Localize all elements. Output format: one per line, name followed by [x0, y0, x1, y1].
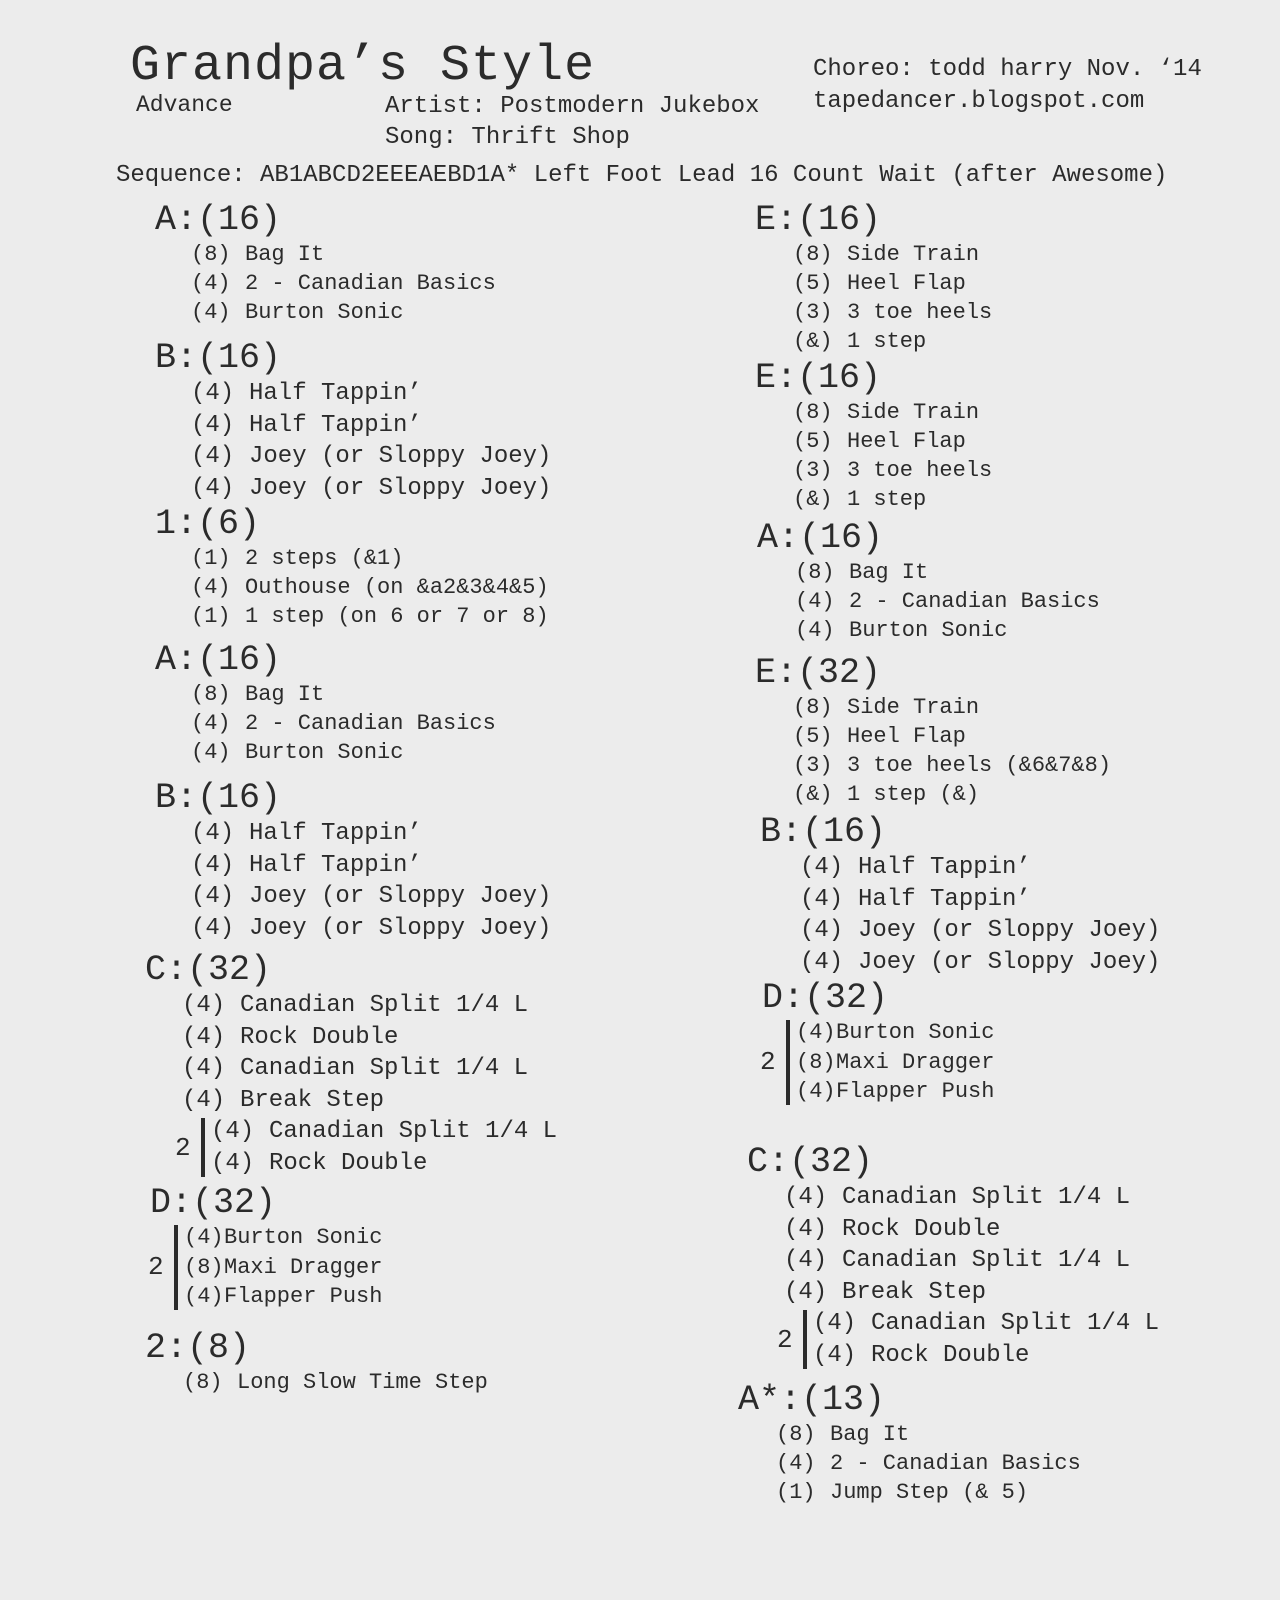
step-row	[191, 378, 551, 410]
step-row	[793, 298, 992, 327]
step-row	[184, 1282, 382, 1312]
step-row	[191, 913, 551, 945]
step-count: (4)	[182, 1023, 226, 1051]
section-label: D:(32)	[150, 1183, 277, 1223]
section-label: C:(32)	[145, 950, 272, 990]
step-row	[191, 738, 496, 767]
step-row	[182, 990, 557, 1022]
step-name: Half Tappin’	[249, 851, 422, 879]
repeat-group	[175, 1116, 557, 1179]
step-row	[191, 240, 496, 269]
document-title: Grandpa’s Style	[130, 38, 596, 95]
step-count: (4)	[182, 992, 226, 1019]
step-name: Bag It	[245, 242, 325, 267]
repeat-count: 2	[148, 1252, 164, 1283]
step-count: (4)	[191, 914, 235, 942]
repeat-count: 2	[777, 1324, 793, 1355]
step-section	[155, 778, 551, 944]
section-steps	[191, 378, 551, 504]
step-section	[738, 1380, 1081, 1507]
artist-line: Artist: Postmodern Jukebox	[385, 93, 760, 120]
step-name: Half Tappin’	[249, 380, 422, 407]
step-name: Rock Double	[842, 1215, 1001, 1243]
step-row	[191, 473, 551, 505]
step-name: Side Train	[847, 695, 980, 720]
step-row	[191, 709, 496, 738]
step-count: (4)	[184, 1225, 224, 1250]
step-name: Canadian Split 1/4 L	[871, 1310, 1160, 1337]
step-row	[793, 456, 992, 485]
step-row	[793, 693, 1111, 722]
section-label: A:(16)	[155, 640, 282, 680]
choreographer-line: Choreo: todd harry Nov. ‘14	[813, 56, 1202, 83]
step-row	[784, 1214, 1159, 1246]
step-name: Joey (or Sloppy Joey)	[249, 443, 552, 470]
step-name: Canadian Split 1/4 L	[240, 992, 529, 1019]
section-label: C:(32)	[747, 1142, 874, 1182]
step-row	[793, 427, 992, 456]
step-count: (1)	[776, 1480, 816, 1505]
step-name: 2 - Canadian Basics	[245, 711, 496, 736]
section-steps	[191, 544, 549, 631]
step-name: Joey (or Sloppy Joey)	[249, 914, 552, 942]
section-steps	[776, 1420, 1081, 1507]
step-name: Joey (or Sloppy Joey)	[858, 917, 1161, 944]
step-name: Burton Sonic	[245, 740, 404, 765]
step-name: Jump Step (& 5)	[830, 1480, 1029, 1505]
step-row	[191, 298, 496, 327]
step-name: Break Step	[240, 1086, 385, 1114]
step-name: 1 step (&)	[847, 782, 980, 807]
step-count: (4)	[191, 474, 235, 502]
step-count: (4)	[795, 589, 835, 614]
step-row	[795, 558, 1100, 587]
repeat-count: 2	[760, 1047, 776, 1078]
step-row	[795, 587, 1100, 616]
section-steps	[793, 240, 992, 356]
step-row	[182, 1085, 557, 1117]
section-steps	[777, 1182, 1160, 1371]
step-name: 1 step	[847, 487, 927, 512]
sequence-line: Sequence: AB1ABCD2EEEAEBD1A* Left Foot Lead 16 Count Wait (after Awesome)	[116, 162, 1168, 189]
step-count: (4)	[211, 1118, 255, 1145]
step-count: (4)	[795, 618, 835, 643]
step-name: Heel Flap	[847, 271, 966, 296]
step-count: (3)	[793, 458, 833, 483]
step-name: Burton Sonic	[849, 618, 1008, 643]
section-label: B:(16)	[155, 778, 282, 818]
step-row	[796, 1048, 994, 1078]
step-row	[191, 680, 496, 709]
step-row	[793, 398, 992, 427]
repeat-steps	[184, 1223, 382, 1312]
step-section	[145, 950, 557, 1179]
step-name: Burton Sonic	[245, 300, 404, 325]
section-steps	[191, 240, 496, 327]
step-count: (4)	[191, 443, 235, 470]
section-steps	[175, 990, 558, 1179]
step-count: (4)	[191, 271, 231, 296]
step-row	[793, 327, 992, 356]
step-row	[776, 1478, 1081, 1507]
repeat-steps	[796, 1018, 994, 1107]
step-name: Joey (or Sloppy Joey)	[249, 883, 552, 910]
section-label: 1:(6)	[155, 504, 261, 544]
step-row	[796, 1018, 994, 1048]
step-row	[776, 1420, 1081, 1449]
step-count: (4)	[191, 740, 231, 765]
step-row	[191, 573, 549, 602]
step-name: Side Train	[847, 400, 980, 425]
step-count: (4)	[191, 380, 235, 407]
step-name: Rock Double	[240, 1023, 399, 1051]
step-section	[760, 812, 1160, 978]
step-count: (&)	[793, 782, 833, 807]
section-steps	[762, 1018, 994, 1107]
step-row	[793, 485, 992, 514]
step-count: (4)	[776, 1451, 816, 1476]
step-name: Half Tappin’	[858, 885, 1031, 913]
step-name: Maxi Dragger	[224, 1254, 383, 1280]
section-label: E:(16)	[755, 358, 882, 398]
step-name: Rock Double	[269, 1149, 428, 1177]
step-row	[800, 852, 1160, 884]
step-count: (1)	[191, 546, 231, 571]
step-row	[191, 602, 549, 631]
step-row	[800, 915, 1160, 947]
step-count: (4)	[796, 1020, 836, 1045]
step-section	[747, 1142, 1159, 1371]
step-count: (4)	[191, 820, 235, 847]
repeat-group	[777, 1308, 1159, 1371]
step-row	[800, 884, 1160, 916]
step-row	[191, 881, 551, 913]
step-count: (4)	[182, 1086, 226, 1114]
step-name: 2 steps (&1)	[245, 546, 404, 571]
repeat-bracket	[803, 1310, 807, 1369]
step-name: Canadian Split 1/4 L	[842, 1247, 1131, 1274]
section-steps	[191, 680, 496, 767]
step-row	[183, 1368, 488, 1398]
repeat-group	[760, 1018, 994, 1107]
repeat-bracket	[786, 1020, 790, 1105]
step-name: Canadian Split 1/4 L	[842, 1184, 1131, 1211]
step-row	[191, 850, 551, 882]
step-section	[155, 338, 551, 504]
section-label: D:(32)	[762, 978, 889, 1018]
step-row	[191, 544, 549, 573]
step-count: (8)	[191, 682, 231, 707]
section-steps	[800, 852, 1160, 978]
step-name: Flapper Push	[224, 1284, 383, 1309]
step-row	[191, 818, 551, 850]
step-row	[784, 1245, 1159, 1277]
step-row	[813, 1308, 1159, 1340]
step-section	[150, 1183, 382, 1312]
step-row	[813, 1340, 1159, 1372]
step-name: 2 - Canadian Basics	[849, 589, 1100, 614]
step-name: Break Step	[842, 1278, 987, 1306]
step-name: 3 toe heels (&6&7&8)	[847, 753, 1112, 778]
step-row	[793, 780, 1111, 809]
step-row	[191, 441, 551, 473]
step-name: Bag It	[245, 682, 325, 707]
step-count: (&)	[793, 329, 833, 354]
section-steps	[795, 558, 1100, 645]
step-count: (8)	[796, 1049, 836, 1075]
step-name: 2 - Canadian Basics	[830, 1451, 1081, 1476]
step-count: (8)	[776, 1422, 816, 1447]
section-steps	[191, 818, 551, 944]
step-row	[793, 269, 992, 298]
section-label: A:(16)	[757, 518, 884, 558]
step-count: (&)	[793, 487, 833, 512]
step-count: (4)	[191, 711, 231, 736]
step-count: (8)	[793, 695, 833, 720]
step-section	[155, 200, 496, 327]
level-label: Advance	[136, 92, 233, 118]
step-count: (4)	[191, 575, 231, 600]
step-name: Bag It	[849, 560, 929, 585]
step-name: Rock Double	[871, 1341, 1030, 1369]
step-row	[793, 722, 1111, 751]
step-row	[784, 1182, 1159, 1214]
step-count: (4)	[800, 854, 844, 881]
step-name: Heel Flap	[847, 724, 966, 749]
step-section	[757, 518, 1100, 645]
step-count: (4)	[211, 1149, 255, 1177]
step-row	[795, 616, 1100, 645]
step-row	[184, 1223, 382, 1253]
step-name: 1 step (on 6 or 7 or 8)	[245, 604, 549, 629]
section-label: B:(16)	[155, 338, 282, 378]
step-count: (4)	[784, 1278, 828, 1306]
step-name: Flapper Push	[836, 1079, 995, 1104]
step-count: (5)	[793, 724, 833, 749]
step-count: (4)	[191, 411, 235, 439]
step-row	[184, 1253, 382, 1283]
step-count: (3)	[793, 300, 833, 325]
step-count: (8)	[191, 242, 231, 267]
step-count: (5)	[793, 429, 833, 454]
section-steps	[183, 1368, 488, 1398]
repeat-bracket	[174, 1225, 178, 1310]
step-name: 3 toe heels	[847, 458, 993, 483]
step-count: (8)	[793, 400, 833, 425]
step-name: Half Tappin’	[858, 854, 1031, 881]
step-section	[155, 504, 549, 631]
step-count: (4)	[784, 1247, 828, 1274]
repeat-count: 2	[175, 1132, 191, 1163]
step-row	[191, 269, 496, 298]
step-name: Long Slow Time Step	[237, 1370, 488, 1395]
step-name: Maxi Dragger	[836, 1049, 995, 1075]
step-row	[191, 410, 551, 442]
step-section	[755, 653, 1111, 809]
step-count: (4)	[813, 1341, 857, 1369]
song-line: Song: Thrift Shop	[385, 124, 630, 151]
step-name: Joey (or Sloppy Joey)	[858, 948, 1161, 976]
step-section	[762, 978, 994, 1107]
step-section	[145, 1328, 488, 1398]
repeat-steps	[211, 1116, 557, 1179]
step-name: Half Tappin’	[249, 820, 422, 847]
step-row	[784, 1277, 1159, 1309]
section-steps	[793, 693, 1111, 809]
section-label: E:(16)	[755, 200, 882, 240]
section-label: E:(32)	[755, 653, 882, 693]
step-row	[211, 1148, 557, 1180]
repeat-steps	[813, 1308, 1159, 1371]
step-count: (4)	[800, 948, 844, 976]
step-count: (4)	[800, 917, 844, 944]
step-name: Half Tappin’	[249, 411, 422, 439]
step-name: Burton Sonic	[224, 1225, 383, 1250]
step-count: (8)	[795, 560, 835, 585]
step-count: (8)	[184, 1254, 224, 1280]
step-row	[776, 1449, 1081, 1478]
step-row	[793, 240, 992, 269]
step-count: (4)	[184, 1284, 224, 1309]
section-label: A*:(13)	[738, 1380, 886, 1420]
step-row	[796, 1077, 994, 1107]
step-name: 1 step	[847, 329, 927, 354]
step-count: (4)	[191, 851, 235, 879]
step-count: (4)	[796, 1079, 836, 1104]
step-name: Bag It	[830, 1422, 910, 1447]
step-name: Heel Flap	[847, 429, 966, 454]
step-count: (3)	[793, 753, 833, 778]
step-section	[155, 640, 496, 767]
step-row	[211, 1116, 557, 1148]
step-count: (8)	[793, 242, 833, 267]
step-row	[182, 1022, 557, 1054]
step-section	[755, 200, 992, 356]
step-count: (4)	[784, 1215, 828, 1243]
step-name: 2 - Canadian Basics	[245, 271, 496, 296]
step-name: Burton Sonic	[836, 1020, 995, 1045]
repeat-group	[148, 1223, 382, 1312]
step-row	[793, 751, 1111, 780]
step-name: Canadian Split 1/4 L	[240, 1055, 529, 1082]
step-section	[755, 358, 992, 514]
section-label: B:(16)	[760, 812, 887, 852]
step-name: 3 toe heels	[847, 300, 993, 325]
step-name: Outhouse (on &a2&3&4&5)	[245, 575, 549, 600]
step-row	[182, 1053, 557, 1085]
step-count: (4)	[784, 1184, 828, 1211]
step-row	[800, 947, 1160, 979]
section-label: 2:(8)	[145, 1328, 251, 1368]
section-label: A:(16)	[155, 200, 282, 240]
step-count: (8)	[183, 1370, 223, 1395]
step-name: Side Train	[847, 242, 980, 267]
repeat-bracket	[201, 1118, 205, 1177]
step-count: (4)	[191, 883, 235, 910]
step-count: (5)	[793, 271, 833, 296]
step-count: (4)	[182, 1055, 226, 1082]
website-line: tapedancer.blogspot.com	[813, 88, 1145, 115]
step-name: Canadian Split 1/4 L	[269, 1118, 558, 1145]
step-count: (4)	[813, 1310, 857, 1337]
step-count: (4)	[191, 300, 231, 325]
step-count: (1)	[191, 604, 231, 629]
section-steps	[793, 398, 992, 514]
section-steps	[150, 1223, 382, 1312]
step-count: (4)	[800, 885, 844, 913]
step-name: Joey (or Sloppy Joey)	[249, 474, 552, 502]
